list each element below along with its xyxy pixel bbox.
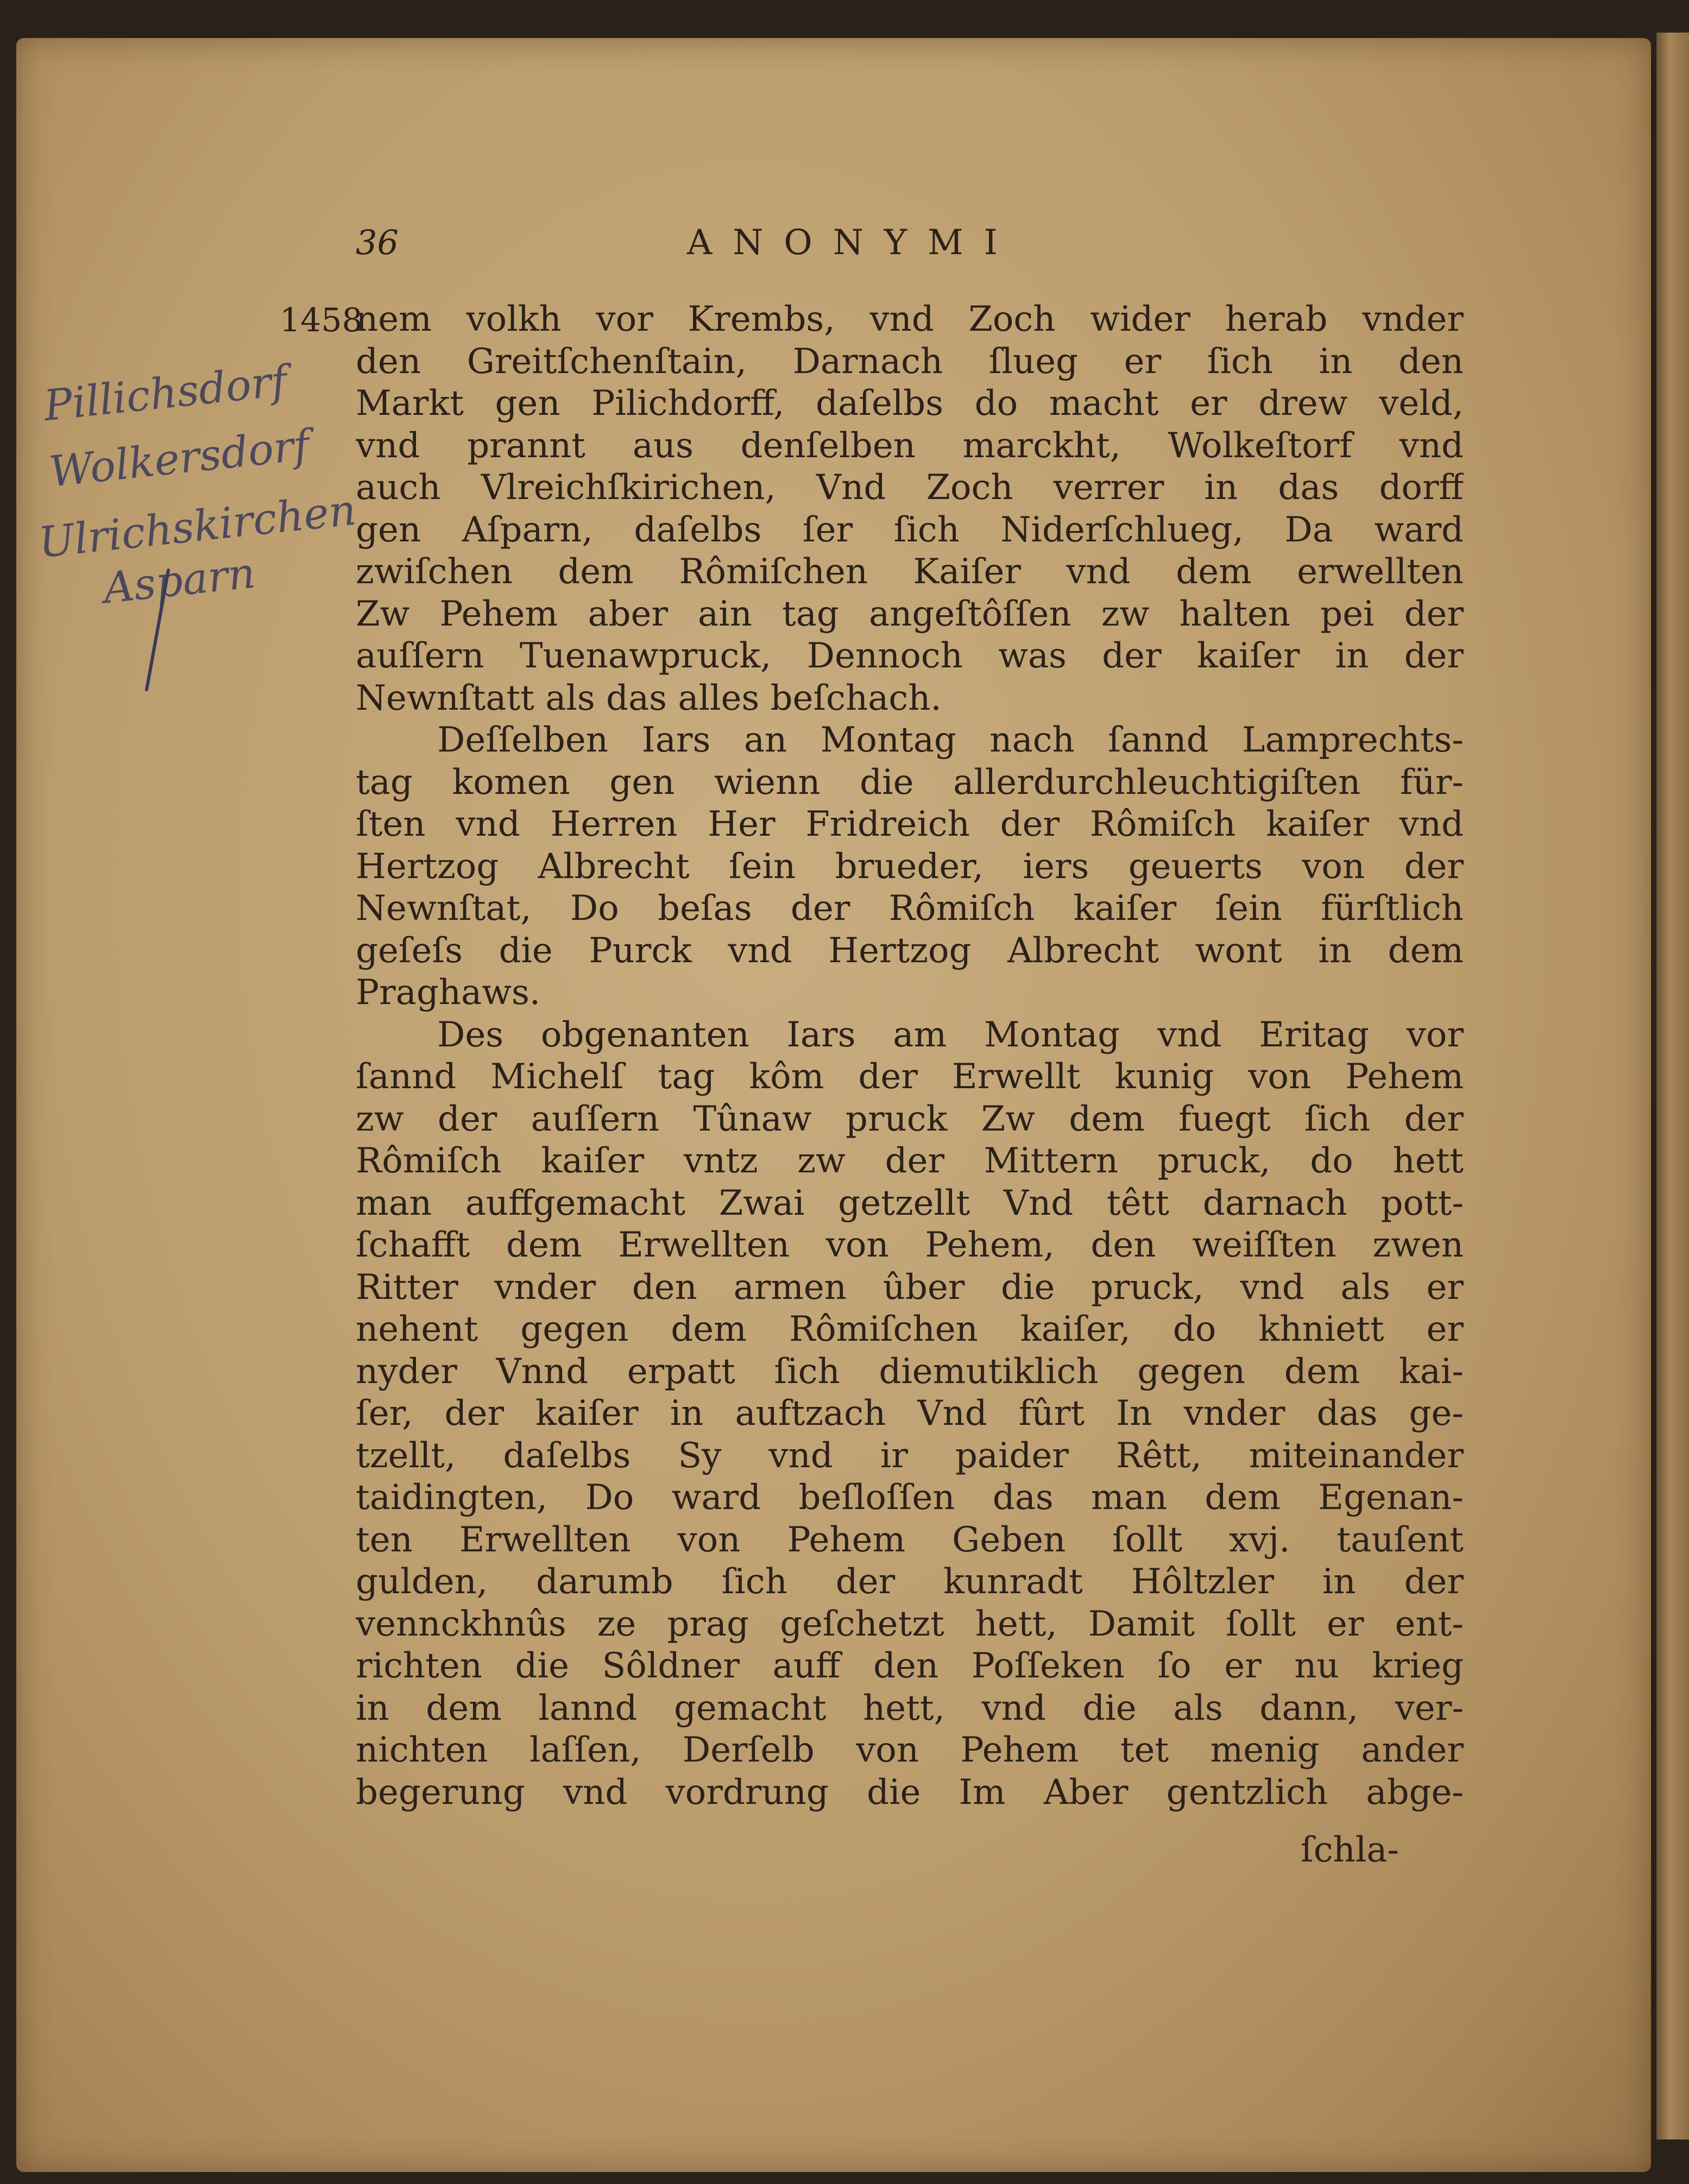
page-number: 36 xyxy=(356,223,399,262)
page-header xyxy=(356,223,1469,277)
text-line: richten die Sôldner auff den Poſſeken ſo er nu krieg xyxy=(356,1646,1464,1686)
text-line: in dem lannd gemacht hett, vnd die als dann, ver- xyxy=(356,1688,1464,1728)
text-line: Des obgenanten Iars am Montag vnd Eritag vor xyxy=(437,1014,1464,1055)
margin-year: 1458 xyxy=(280,301,363,339)
text-line: zwiſchen dem Rômiſchen Kaiſer vnd dem erwellten xyxy=(356,552,1464,592)
text-line: auch Vlreichſkirichen, Vnd Zoch verrer in das dorff xyxy=(356,468,1464,508)
paragraph xyxy=(356,299,1464,719)
text-line: gulden, darumb ſich der kunradt Hôltzler in der xyxy=(356,1562,1464,1602)
text-line: Praghaws. xyxy=(356,973,541,1013)
text-line: vennckhnûs ze prag geſchetzt hett, Damit ſollt er ent- xyxy=(356,1604,1464,1644)
paragraph xyxy=(356,719,1464,1014)
text-line: tzellt, daſelbs Sy vnd ir paider Rêtt, miteinander xyxy=(356,1435,1464,1476)
text-line: nehent gegen dem Rômiſchen kaiſer, do khniett er xyxy=(356,1309,1464,1349)
text-line: Newnſtatt als das alles beſchach. xyxy=(356,678,942,718)
text-line: ſchafft dem Erwellten von Pehem, den weiſſten zwen xyxy=(356,1225,1464,1265)
text-line: Zw Pehem aber ain tag angeſtôſſen zw halten pei der xyxy=(356,594,1464,634)
page-edge xyxy=(1656,33,1689,2139)
text-line: auſſern Tuenawpruck, Dennoch was der kaiſer in der xyxy=(356,636,1464,676)
text-line: den Greitſchenſtain, Darnach ſlueg er ſich in den xyxy=(356,341,1464,382)
text-line: Ritter vnder den armen ûber die pruck, vnd als er xyxy=(356,1267,1464,1308)
text-line: Markt gen Pilichdorff, daſelbs do macht er drew veld, xyxy=(356,383,1464,424)
handwritten-margin-notes xyxy=(36,356,364,652)
text-line: ſten vnd Herren Her Fridreich der Rômiſch kaiſer vnd xyxy=(356,804,1464,844)
text-line: Rômiſch kaiſer vntz zw der Mittern pruck, do hett xyxy=(356,1141,1464,1181)
text-line: ſannd Michelſ tag kôm der Erwellt kunig von Pehem xyxy=(356,1057,1464,1097)
handwritten-note: Wolkersdorf xyxy=(47,421,312,497)
catchword: ſchla- xyxy=(1301,1830,1399,1870)
text-line: ſer, der kaiſer in auftzach Vnd fûrt In vnder das ge- xyxy=(356,1393,1464,1434)
text-line: Deſſelben Iars an Montag nach ſannd Lamprechts- xyxy=(437,720,1464,760)
text-line: Newnſtat, Do beſas der Rômiſch kaiſer ſein fürſtlich xyxy=(356,888,1464,929)
text-line: tag komen gen wienn die allerdurchleuchtigiſten für- xyxy=(356,762,1464,803)
text-line: nem volkh vor Krembs, vnd Zoch wider herab vnder xyxy=(356,299,1464,339)
paragraph xyxy=(356,1014,1464,1814)
text-line: nichten laſſen, Derſelb von Pehem tet menig ander xyxy=(356,1730,1464,1770)
text-line: Hertzog Albrecht ſein brueder, iers geuerts von der xyxy=(356,846,1464,887)
handwritten-note: Asparn xyxy=(101,548,258,614)
running-head: ANONYMI xyxy=(687,223,1018,263)
text-line: man auffgemacht Zwai getzellt Vnd têtt darnach pott- xyxy=(356,1183,1464,1223)
handwritten-note: Ulrichskirchen xyxy=(36,485,358,568)
text-line: gen Aſparn, daſelbs ſer ſich Niderſchlueg, Da ward xyxy=(356,509,1464,550)
text-line: begerung vnd vordrung die Im Aber gentzlich abge- xyxy=(356,1772,1464,1813)
text-line: geſeſs die Purck vnd Hertzog Albrecht wont in dem xyxy=(356,930,1464,971)
handwritten-stroke-mark xyxy=(130,548,196,711)
text-line: zw der auſſern Tûnaw pruck Zw dem fuegt ſich der xyxy=(356,1099,1464,1139)
text-line: ten Erwellten von Pehem Geben ſollt xvj. tauſent xyxy=(356,1519,1464,1560)
text-line: nyder Vnnd erpatt ſich diemutiklich gegen dem kai- xyxy=(356,1351,1464,1392)
text-line: taidingten, Do ward beſloſſen das man dem Egenan- xyxy=(356,1478,1464,1518)
body-text xyxy=(356,299,1464,1814)
handwritten-note: Pillichsdorf xyxy=(41,356,289,431)
text-line: vnd prannt aus denſelben marckht, Wolkeſtorf vnd xyxy=(356,425,1464,466)
